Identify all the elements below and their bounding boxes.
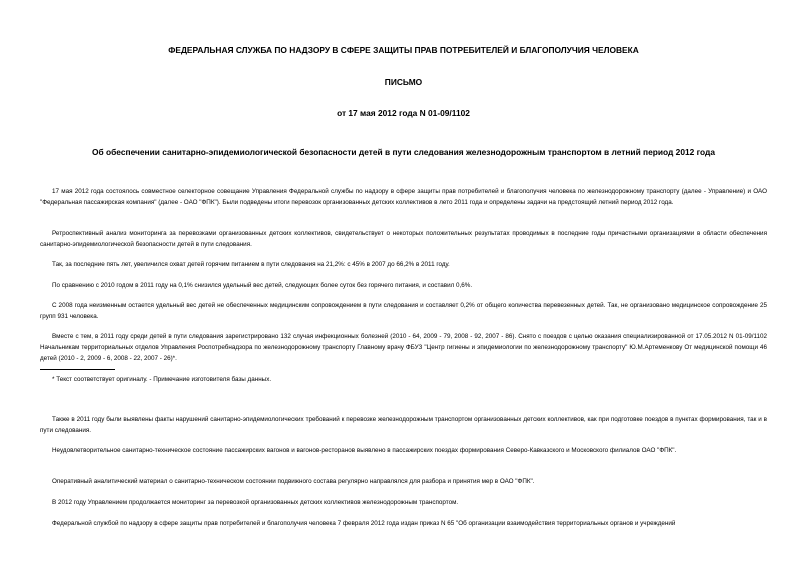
document-date-number: от 17 мая 2012 года N 01-09/1102: [337, 108, 470, 118]
paragraph: Федеральной службой по надзору в сфере защиты прав потребителей и благополучия человека 7 февраля 2012 года издан приказ N 65 "Об организации взаимодействия территориальных органов и учреждений: [52, 520, 676, 527]
footnote-divider: [40, 369, 115, 370]
document-subject: Об обеспечении санитарно-эпидемиологической безопасности детей в пути следования железнодорожным транспортом в летний период 2012 года: [92, 147, 715, 157]
agency-title: ФЕДЕРАЛЬНАЯ СЛУЖБА ПО НАДЗОРУ В СФЕРЕ ЗАЩИТЫ ПРАВ ПОТРЕБИТЕЛЕЙ И БЛАГОПОЛУЧИЯ ЧЕЛОВЕКА: [168, 45, 639, 55]
paragraph: Вместе с тем, в 2011 году среди детей в пути следования зарегистрировано 132 случая инфекционных болезней (2010 - 64, 2009 - 79, 2008 - 92, 2007 - 86). Снято с поездов с целью оказания специализированной от 17.05.2012 N 01-09/1102 Начальникам территориальных отделов Управления Роспотребнадзора по железнодорожному транспорту Главному врачу ФБУЗ "Центр гигиены и эпидемиологии по железнодорожному транспорту" Ю.М.Артеменкову От медицинской помощи 46 детей (2010 - 2, 2009 - 6, 2008 - 22, 2007 - 26)*.: [40, 333, 767, 362]
document-type: ПИСЬМО: [384, 77, 423, 87]
paragraph: По сравнению с 2010 годом в 2011 году на 0,1% снизился удельный вес детей, следующих более суток без горячего питания, и составил 0,6%.: [52, 282, 473, 289]
paragraph: Неудовлетворительное санитарно-техническое состояние пассажирских вагонов и вагонов-ресторанов выявлено в пассажирских поездах формирования Северо-Кавказского и Московского филиалов ОАО "ФПК".: [52, 447, 677, 454]
paragraph: Оперативный аналитический материал о санитарно-техническом состоянии подвижного состава регулярно направлялся для разбора и принятия мер в ОАО "ФПК".: [52, 478, 535, 485]
paragraph: Также в 2011 году были выявлены факты нарушений санитарно-эпидемиологических требований к перевозке железнодорожным транспортом организованных детских коллективов, как при подготовке поездов в пунктах формирования, так и в пути следования.: [40, 416, 767, 434]
paragraph: Так, за последние пять лет, увеличился охват детей горячим питанием в пути следования на 21,2%: с 45% в 2007 до 66,2% в 2011 году.: [52, 261, 450, 268]
footnote: * Текст соответствует оригиналу. - Примечание изготовителя базы данных.: [52, 376, 272, 383]
paragraph: В 2012 году Управлением продолжается мониторинг за перевозкой организованных детских коллективов железнодорожным транспортом.: [52, 499, 459, 506]
paragraph: С 2008 года неизменным остается удельный вес детей не обеспеченных медицинским сопровождением в пути следования и составляет 0,2% от общего количества перевезенных детей. Так, не организовано медицинское сопровождение 25 групп 931 человека.: [40, 302, 767, 320]
paragraph: 17 мая 2012 года состоялось совместное селекторное совещание Управления Федеральной службы по надзору в сфере защиты прав потребителей и благополучия человека по железнодорожному транспорту (далее - Управление) и ОАО "Федеральная пассажирская компания" (далее - ОАО "ФПК"). Были подведены итоги перевозок организованных детских коллективов в лето 2011 года и определены задачи на предстоящий летний период 2012 года.: [40, 188, 767, 206]
paragraph: Ретроспективный анализ мониторинга за перевозками организованных детских коллективов, свидетельствует о некоторых положительных результатах проводимых в последние годы причастными организациями в области обеспечения санитарно-эпидемиологической безопасности детей в пути следования.: [40, 230, 767, 248]
